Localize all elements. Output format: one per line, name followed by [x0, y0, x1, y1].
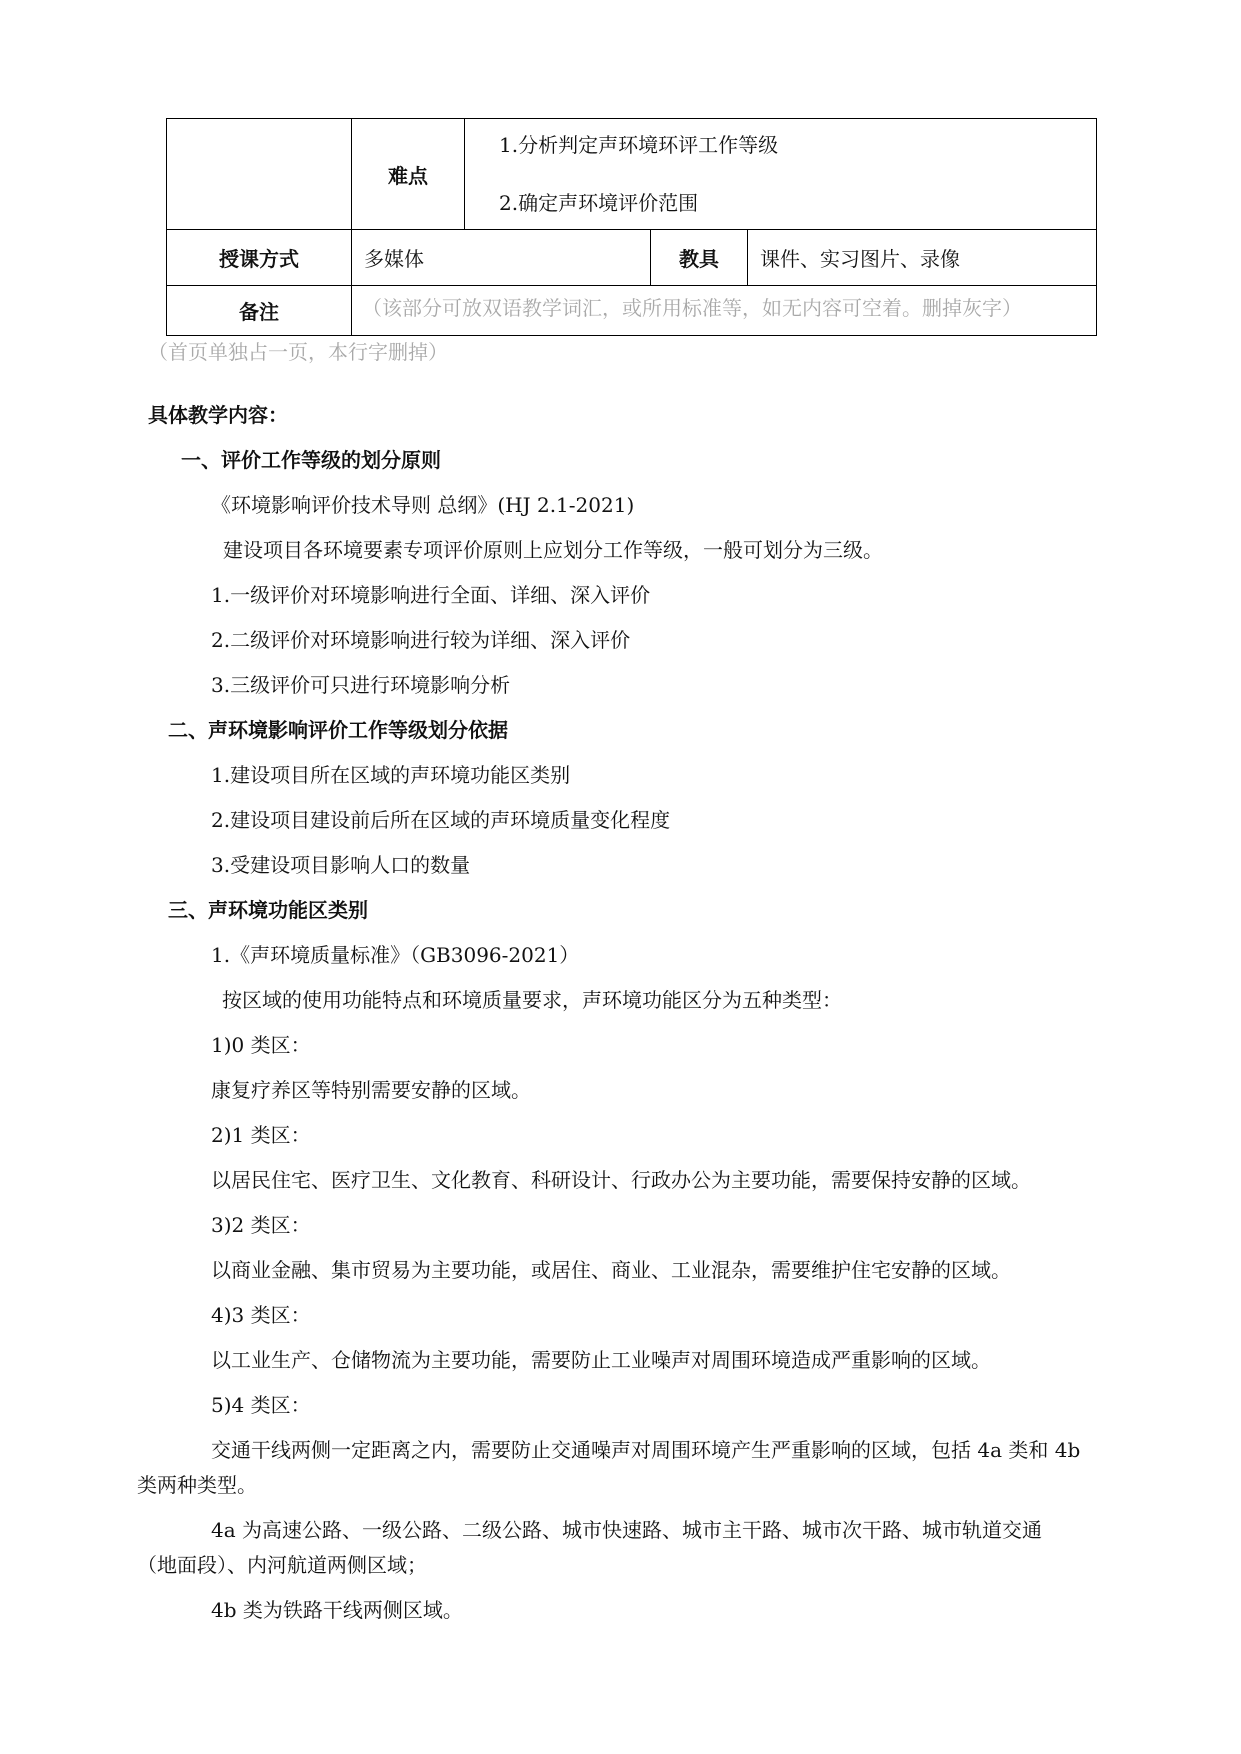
list-item: 1.建设项目所在区域的声环境功能区类别: [211, 763, 571, 787]
remark-value: （该部分可放双语教学词汇，或所用标准等，如无内容可空着。删掉灰字）: [352, 286, 1097, 336]
paragraph: 按区域的使用功能特点和环境质量要求，声环境功能区分为五种类型：: [222, 988, 842, 1012]
zone-description: 以居民住宅、医疗卫生、文化教育、科研设计、行政办公为主要功能，需要保持安静的区域。: [211, 1168, 1031, 1192]
zone-label: 2)1 类区：: [211, 1123, 311, 1147]
list-item: 3.三级评价可只进行环境影响分析: [211, 673, 511, 697]
difficulty-items: [465, 119, 1097, 230]
reference-text: 1.《声环境质量标准》（GB3096-2021）: [211, 943, 580, 967]
method-label: 授课方式: [167, 230, 352, 286]
section-title: 二、声环境影响评价工作等级划分依据: [168, 718, 508, 742]
content-heading: 具体教学内容：: [148, 403, 288, 427]
method-value: 多媒体: [352, 230, 651, 286]
section-title: 一、评价工作等级的划分原则: [181, 448, 441, 472]
gray-note: （首页单独占一页，本行字删掉）: [148, 340, 448, 364]
remark-row: [167, 286, 1097, 336]
difficulty-item: 2.确定声环境评价范围: [499, 191, 699, 215]
tools-label: 教具: [651, 230, 748, 286]
list-item: 3.受建设项目影响人口的数量: [211, 853, 471, 877]
difficulty-row: [167, 119, 1097, 230]
paragraph: 建设项目各环境要素专项评价原则上应划分工作等级，一般可划分为三级。: [223, 538, 883, 562]
zone-description: 康复疗养区等特别需要安静的区域。: [211, 1078, 531, 1102]
zone-description: 以工业生产、仓储物流为主要功能，需要防止工业噪声对周围环境造成严重影响的区域。: [211, 1348, 991, 1372]
zone-description: 交通干线两侧一定距离之内，需要防止交通噪声对周围环境产生严重影响的区域，包括 4a 类和 4b: [211, 1438, 1081, 1462]
zone-description: 4b 类为铁路干线两侧区域。: [211, 1598, 463, 1622]
tools-value: 课件、实习图片、录像: [748, 230, 1097, 286]
remark-label: 备注: [167, 286, 352, 336]
list-item: 2.建设项目建设前后所在区域的声环境质量变化程度: [211, 808, 671, 832]
zone-description: （地面段）、内河航道两侧区域；: [137, 1553, 427, 1577]
zone-label: 5)4 类区：: [211, 1393, 311, 1417]
zone-label: 4)3 类区：: [211, 1303, 311, 1327]
section-title: 三、声环境功能区类别: [168, 898, 368, 922]
course-info-table: [166, 118, 1097, 336]
zone-description: 4a 为高速公路、一级公路、二级公路、城市快速路、城市主干路、城市次干路、城市轨道交通: [211, 1518, 1043, 1542]
difficulty-item: 1.分析判定声环境环评工作等级: [499, 133, 779, 157]
reference-text: 《环境影响评价技术导则 总纲》(HJ 2.1-2021): [211, 493, 635, 517]
list-item: 2.二级评价对环境影响进行较为详细、深入评价: [211, 628, 631, 652]
zone-label: 1)0 类区：: [211, 1033, 311, 1057]
empty-cell: [167, 119, 352, 230]
list-item: 1.一级评价对环境影响进行全面、详细、深入评价: [211, 583, 651, 607]
zone-description: 类两种类型。: [137, 1473, 257, 1497]
difficulty-label: 难点: [352, 119, 465, 230]
zone-description: 以商业金融、集市贸易为主要功能，或居住、商业、工业混杂，需要维护住宅安静的区域。: [211, 1258, 1011, 1282]
method-row: [167, 230, 1097, 286]
zone-label: 3)2 类区：: [211, 1213, 311, 1237]
